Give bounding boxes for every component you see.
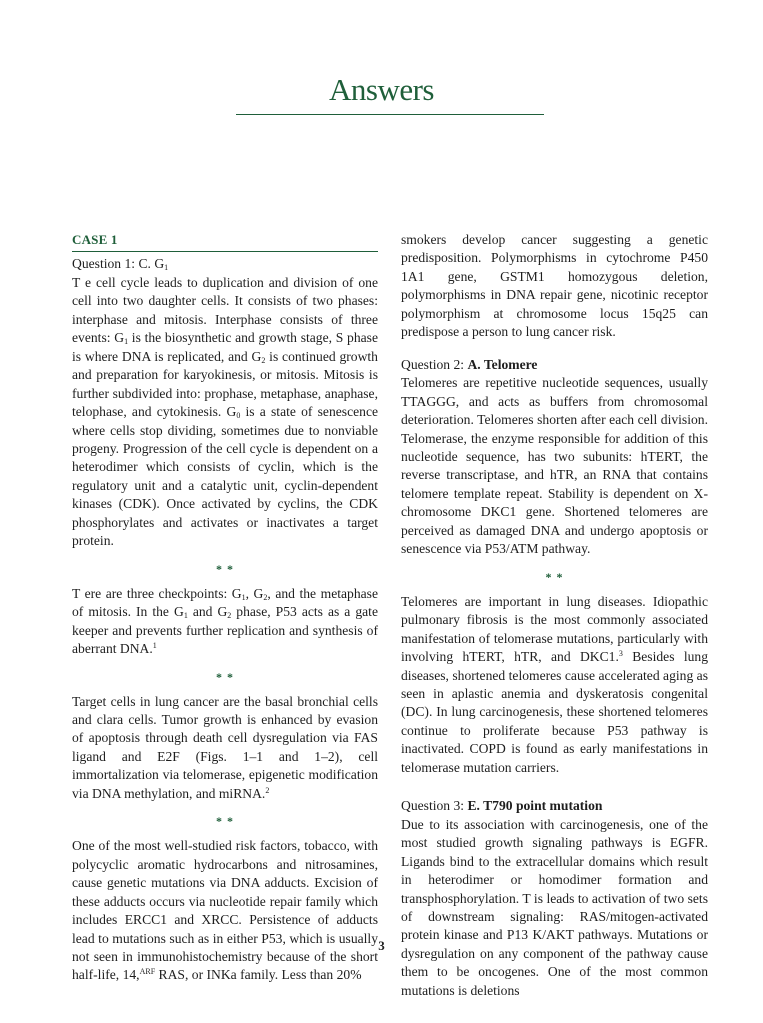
target-cells-paragraph: Target cells in lung cancer are the basal bronchial cells and clara cells. Tumor growth is enhanced by evasion of apoptosis through death cell dysregulation via FAS ligand and E2F (Figs. 1–1 and 1–2), cell immortalization via telomerase, epigenetic modification via DNA methylation, and miRNA.$^2$ — [72, 693, 378, 801]
section-separator: * * — [216, 814, 234, 829]
section-separator: * * — [216, 669, 234, 684]
section-separator: * * — [545, 569, 564, 584]
case-heading: CASE 1 — [72, 231, 378, 252]
section-separator: * * — [216, 561, 234, 576]
telomere-paragraph: Telomeres are repetitive nucleotide sequences, usually TTAGGG, and acts as buffers from chromosomal deterioration. Telomeres shorten after each cell division. Telomerase, the enzyme responsible for addition of this nucleotide sequence, has two subunits: hTERT, the reverse transcriptase, and hTR, an RNA that contains telomere template repeat. Stability is dependent on X-chromosome DKC1 gene. Shortened telomeres are perceived as damaged DNA and undergo apoptosis or senescence via P53/ATM pathway. — [401, 375, 708, 557]
checkpoints-paragraph: T ere are three checkpoints: $G_1$, $G_2$, and the metaphase of mitosis. In the $G_1$ and $G_2$ phase, P53 acts as a gate keeper and prevents further replication and synthesis of aberrant DNA.$^1$ — [72, 585, 378, 657]
question-3-label: Question 3: E. T790 point mutation — [401, 798, 603, 814]
cell-cycle-paragraph: T e cell cycle leads to duplication and division of one cell into two daughter cells. It consists of two phases: interphase and mitosis. Interphase consists of three events: $G_1$ is the biosynthetic and growth stage, S phase is where DNA is replicated, and $G_2$ is continued growth and preparation for karyokinesis, or mitosis. Mitosis is further subdivided into: prophase, metaphase, anaphase, telophase, and cytokinesis. $G_0$ is a state of senescence where cells stop dividing, sometimes due to nonviable progeny. Progression of the cell cycle is dependent on a heterodimer which consists of cyclin, which is the regulatory unit and a catalytic unit, cyclin-dependent kinases (CDK). Once activated by cyclins, the CDK phosphorylates and activates or inactivates a target protein. — [72, 274, 379, 549]
predisposition-paragraph: smokers develop cancer suggesting a genetic predisposition. Polymorphisms in cytochrome P450 1A1 gene, GSTM1 homozygous deletion, polymorphisms in DNA repair gene, nicotinic receptor polymorphism at chromosome locus 15q25 can predispose a person to lung cancer risk. — [401, 232, 708, 340]
left-column — [72, 231, 378, 985]
risk-factors-paragraph: One of the most well-studied risk factors, tobacco, with polycyclic aromatic hydrocarbons and nitrosamines, cause genetic mutations via DNA adducts. Excision of these adducts occurs via nucleotide repair family which includes ERCC1 and XRCC. Persistence of adducts lead to mutations such as in either P53, which is usually not seen in immunohistochemistry because of the short half-life, 14,$^{ARF}$ RAS, or INKa family. Less than 20% — [72, 838, 378, 983]
title-rule — [236, 114, 544, 115]
question-1-label: Question 1: C. $G_1$ — [72, 256, 169, 273]
telomere-diseases-paragraph: Telomeres are important in lung diseases. Idiopathic pulmonary fibrosis is the most commonly associated manifestation of telomerase mutations, particularly with involving hTERT, hTR, and DKC1.$^3$ Besides lung diseases, shortened telomeres cause accelerated aging as seen in aplastic anemia and dyskeratosis congenital (DC). In lung carcinogenesis, these shortened telomeres continue to proliferate because P53 pathway is inactivated. COPD is found as early manifestations in telomerase mutation carriers. — [401, 593, 708, 775]
question-2-label: Question 2: A. Telomere — [401, 356, 538, 372]
right-column — [401, 231, 708, 1000]
page-number: 3 — [378, 938, 385, 953]
egfr-paragraph: Due to its association with carcinogenesis, one of the most studied growth signaling pathways is EGFR. Ligands bind to the extracellular domains which result in heterodimer or homodimer formation and transphosphorylation. T is leads to activation of two sets of downstream signaling: RAS/mitogen-activated protein kinase and P13 K/AKT pathways. Mutations or dysregulation on any component of the pathway cause them to be oncogenes. One of the most common mutations is deletions — [401, 816, 708, 998]
page-title: Answers — [329, 72, 434, 107]
